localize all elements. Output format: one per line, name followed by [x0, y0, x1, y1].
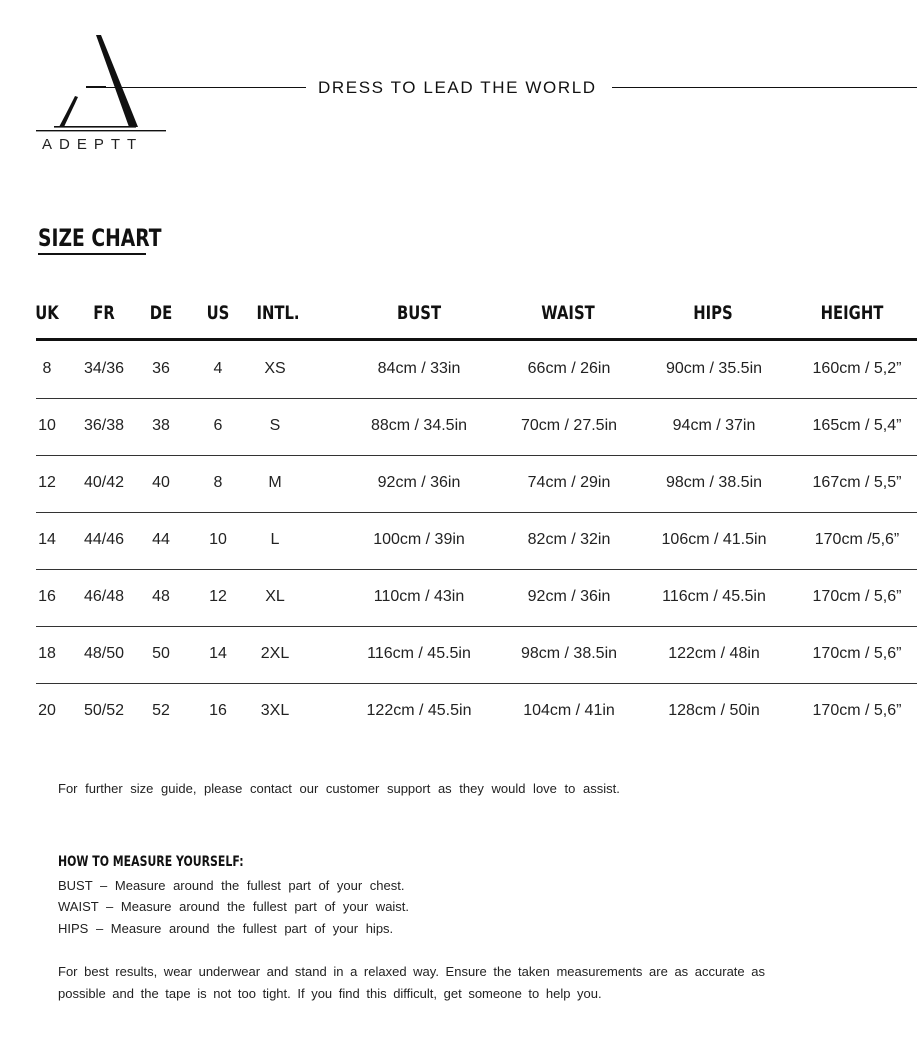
cell-hips: 106cm / 41.5in: [661, 531, 767, 548]
bust-instruction: BUST – Measure around the fullest part of your chest.: [58, 878, 405, 893]
cell-waist: 104cm / 41in: [523, 702, 615, 719]
cell-intl: M: [268, 474, 282, 491]
cell-us: 4: [213, 360, 223, 377]
cell-waist: 74cm / 29in: [527, 474, 611, 491]
row-divider: [36, 626, 917, 627]
support-note: For further size guide, please contact our customer support as they would love to assist.: [58, 781, 620, 796]
cell-de: 52: [152, 702, 170, 719]
cell-de: 38: [152, 417, 170, 434]
cell-bust: 100cm / 39in: [373, 531, 465, 548]
row-divider: [36, 455, 917, 456]
column-header-us: US: [206, 302, 230, 324]
cell-hips: 90cm / 35.5in: [665, 360, 763, 377]
column-header-fr: FR: [93, 302, 115, 324]
cell-height: 170cm / 5,6”: [812, 588, 902, 605]
cell-de: 36: [152, 360, 170, 377]
cell-height: 160cm / 5,2”: [812, 360, 902, 377]
best-results-line-1: For best results, wear underwear and stand in a relaxed way. Ensure the taken measurements are as accurate as: [58, 964, 765, 979]
cell-fr: 44/46: [83, 531, 125, 548]
cell-hips: 98cm / 38.5in: [665, 474, 763, 491]
header-rule: [36, 338, 917, 341]
cell-de: 48: [152, 588, 170, 605]
how-to-measure-title: HOW TO MEASURE YOURSELF:: [58, 854, 244, 870]
cell-us: 14: [209, 645, 227, 662]
row-divider: [36, 398, 917, 399]
column-header-bust: BUST: [396, 302, 442, 324]
cell-hips: 94cm / 37in: [672, 417, 756, 434]
cell-waist: 66cm / 26in: [527, 360, 611, 377]
cell-uk: 14: [38, 531, 56, 548]
cell-us: 10: [209, 531, 227, 548]
cell-waist: 92cm / 36in: [527, 588, 611, 605]
adeptt-logo-icon: [36, 34, 166, 134]
cell-intl: L: [270, 531, 280, 548]
cell-bust: 116cm / 45.5in: [367, 645, 471, 662]
cell-us: 6: [213, 417, 223, 434]
tagline-left-rule: [86, 87, 306, 88]
cell-hips: 128cm / 50in: [668, 702, 760, 719]
cell-intl: 2XL: [260, 645, 290, 662]
column-header-hips: HIPS: [693, 302, 733, 324]
cell-de: 44: [152, 531, 170, 548]
cell-waist: 82cm / 32in: [527, 531, 611, 548]
best-results-line-2: possible and the tape is not too tight. If you find this difficult, get someone to help you.: [58, 986, 602, 1001]
page-title: SIZE CHART: [38, 224, 162, 252]
cell-hips: 116cm / 45.5in: [662, 588, 766, 605]
cell-de: 50: [152, 645, 170, 662]
waist-instruction: WAIST – Measure around the fullest part of your waist.: [58, 899, 410, 914]
tagline: DRESS TO LEAD THE WORLD: [318, 78, 597, 97]
cell-fr: 48/50: [83, 645, 125, 662]
cell-uk: 18: [38, 645, 56, 662]
cell-intl: XL: [265, 588, 285, 605]
cell-intl: 3XL: [260, 702, 290, 719]
cell-height: 167cm / 5,5”: [812, 474, 902, 491]
cell-uk: 12: [38, 474, 56, 491]
cell-us: 16: [209, 702, 227, 719]
cell-waist: 70cm / 27.5in: [520, 417, 618, 434]
cell-bust: 122cm / 45.5in: [366, 702, 472, 719]
cell-uk: 10: [38, 417, 56, 434]
cell-height: 165cm / 5,4”: [812, 417, 902, 434]
column-header-height: HEIGHT: [820, 302, 884, 324]
column-header-de: DE: [149, 302, 173, 324]
cell-bust: 88cm / 34.5in: [370, 417, 468, 434]
cell-bust: 84cm / 33in: [377, 360, 461, 377]
row-divider: [36, 569, 917, 570]
brand-name: ADEPTT: [42, 136, 144, 153]
cell-fr: 40/42: [83, 474, 125, 491]
cell-hips: 122cm / 48in: [668, 645, 760, 662]
cell-fr: 50/52: [83, 702, 125, 719]
cell-intl: XS: [264, 360, 286, 377]
cell-us: 12: [209, 588, 227, 605]
cell-fr: 34/36: [83, 360, 125, 377]
column-header-uk: UK: [35, 302, 59, 324]
cell-height: 170cm / 5,6”: [812, 702, 902, 719]
cell-height: 170cm / 5,6”: [812, 645, 902, 662]
row-divider: [36, 512, 917, 513]
row-divider: [36, 683, 917, 684]
cell-waist: 98cm / 38.5in: [520, 645, 618, 662]
cell-us: 8: [213, 474, 223, 491]
title-underline: [38, 253, 146, 255]
cell-fr: 46/48: [83, 588, 125, 605]
hips-instruction: HIPS – Measure around the fullest part of your hips.: [58, 921, 394, 936]
cell-intl: S: [269, 417, 281, 434]
column-header-waist: WAIST: [541, 302, 595, 324]
cell-bust: 110cm / 43in: [373, 588, 465, 605]
cell-uk: 8: [42, 360, 52, 377]
cell-bust: 92cm / 36in: [377, 474, 461, 491]
tagline-right-rule: [612, 87, 917, 88]
cell-uk: 16: [38, 588, 56, 605]
cell-uk: 20: [38, 702, 56, 719]
cell-fr: 36/38: [83, 417, 125, 434]
cell-de: 40: [152, 474, 170, 491]
cell-height: 170cm /5,6”: [814, 531, 900, 548]
column-header-intl: INTL.: [256, 302, 300, 324]
